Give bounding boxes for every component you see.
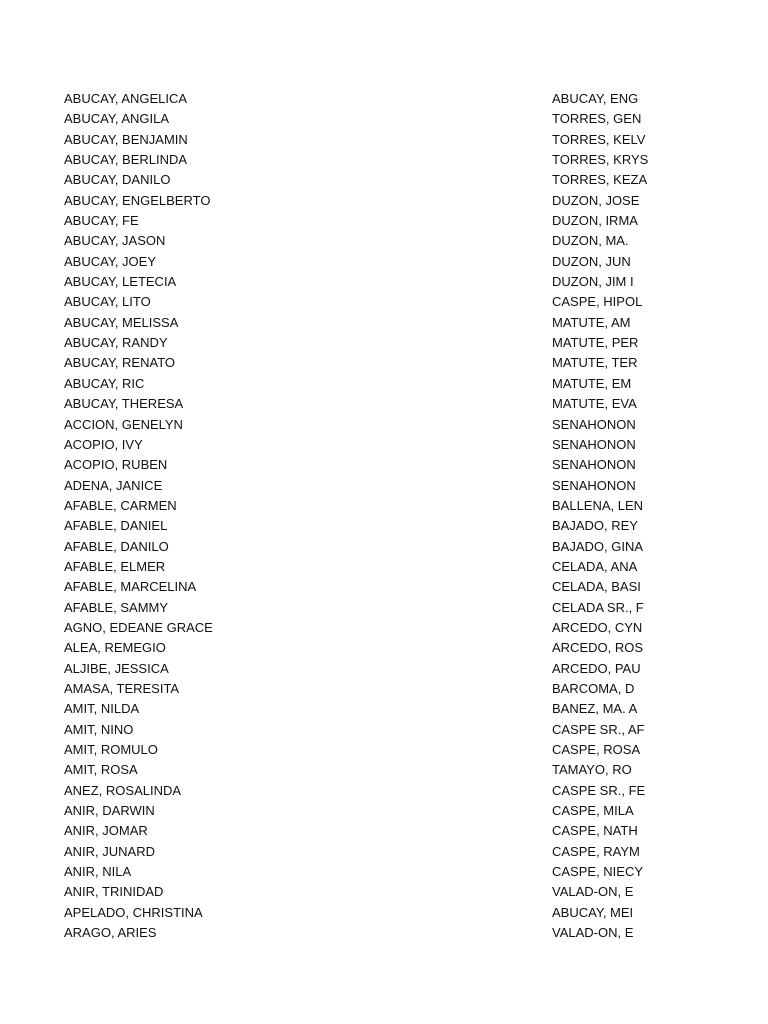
name-entry-left: ABUCAY, LETECIA: [64, 274, 177, 290]
name-entry-right: SENAHONON: [552, 436, 636, 452]
name-entry-right: ARCEDO, ROS: [552, 640, 644, 656]
name-entry-left: ABUCAY, ENGELBERTO: [64, 192, 211, 208]
name-entry-right: CASPE, ROSA: [552, 742, 641, 757]
name-entry-left: ABUCAY, JOEY: [64, 253, 156, 269]
name-entry-right: TORRES, KRYS: [552, 152, 649, 168]
name-entry-right: TORRES, GEN: [552, 111, 642, 127]
name-entry-left: AFABLE, DANILO: [64, 538, 169, 554]
name-entry-right: MATUTE, AM: [552, 314, 631, 330]
name-entry-right: BANEZ, MA. A: [552, 701, 638, 717]
name-entry-right: MATUTE, PER: [552, 335, 639, 351]
name-entry-left: AMIT, NILDA: [64, 701, 140, 717]
name-entry-right: MATUTE, EVA: [552, 396, 637, 412]
name-entry-left: ALJIBE, JESSICA: [64, 660, 169, 676]
name-entry-right: CASPE SR., FE: [552, 782, 646, 798]
name-entry-left: AFABLE, MARCELINA: [64, 579, 197, 595]
name-entry-right: DUZON, IRMA: [552, 213, 638, 229]
name-entry-left: AFABLE, CARMEN: [64, 497, 177, 513]
name-entry-right: TORRES, KEZA: [552, 172, 648, 188]
name-entry-left: ABUCAY, MELISSA: [64, 314, 179, 330]
name-entry-right: VALAD-ON, E: [552, 925, 634, 941]
name-entry-right: CASPE, RAYM: [552, 843, 640, 859]
name-entry-left: ARAGO, ARIES: [64, 925, 157, 941]
name-entry-left: AGNO, EDEANE GRACE: [64, 619, 213, 635]
name-entry-right: CASPE, NATH: [552, 823, 638, 839]
name-entry-right: MATUTE, TER: [552, 355, 638, 371]
name-entry-right: SENAHONON: [552, 457, 636, 473]
name-entry-left: ABUCAY, ANGELICA: [64, 91, 188, 106]
name-entry-left: AMIT, ROMULO: [64, 742, 158, 757]
name-entry-left: ABUCAY, THERESA: [64, 396, 184, 412]
name-list-right: [552, 89, 649, 943]
name-entry-left: ABUCAY, ANGILA: [64, 111, 170, 127]
name-entry-right: BAJADO, REY: [552, 518, 638, 534]
name-entry-left: AFABLE, DANIEL: [64, 518, 168, 534]
name-entry-left: ANIR, DARWIN: [64, 803, 155, 819]
name-entry-right: CASPE SR., AF: [552, 721, 645, 737]
name-entry-right: DUZON, JIM I: [552, 274, 634, 290]
name-entry-left: ABUCAY, BERLINDA: [64, 152, 188, 168]
name-entry-right: TAMAYO, RO: [552, 762, 632, 778]
name-entry-left: ACCION, GENELYN: [64, 416, 183, 432]
name-entry-right: SENAHONON: [552, 416, 636, 432]
name-entry-left: ANIR, JUNARD: [64, 843, 156, 859]
name-entry-left: AMIT, NINO: [64, 721, 134, 737]
name-entry-right: DUZON, JOSE: [552, 192, 640, 208]
name-entry-left: ABUCAY, FE: [64, 213, 139, 229]
name-entry-left: ABUCAY, DANILO: [64, 172, 171, 188]
name-entry-left: ACOPIO, RUBEN: [64, 457, 168, 473]
name-entry-left: ANIR, NILA: [64, 864, 132, 880]
name-entry-right: DUZON, JUN: [552, 253, 631, 269]
name-entry-right: ABUCAY, ENG: [552, 91, 639, 106]
name-entry-left: ANEZ, ROSALINDA: [64, 782, 182, 798]
name-entry-left: ALEA, REMEGIO: [64, 640, 166, 656]
name-entry-right: CELADA, ANA: [552, 558, 638, 574]
name-list-left: [64, 89, 364, 943]
name-entry-left: ANIR, JOMAR: [64, 823, 148, 839]
name-entry-right: CASPE, HIPOL: [552, 294, 643, 310]
name-entry-right: ARCEDO, CYN: [552, 619, 643, 635]
name-entry-right: ARCEDO, PAU: [552, 660, 641, 676]
name-entry-right: BALLENA, LEN: [552, 497, 644, 513]
name-entry-left: AFABLE, SAMMY: [64, 599, 169, 615]
name-entry-left: ACOPIO, IVY: [64, 436, 143, 452]
name-entry-left: AMASA, TERESITA: [64, 680, 180, 696]
name-entry-right: CELADA SR., F: [552, 599, 644, 615]
name-entry-left: ABUCAY, BENJAMIN: [64, 131, 188, 147]
name-entry-left: AFABLE, ELMER: [64, 558, 166, 574]
name-entry-right: TORRES, KELV: [552, 131, 646, 147]
name-entry-right: ABUCAY, MEI: [552, 904, 634, 920]
name-entry-right: VALAD-ON, E: [552, 884, 634, 900]
name-entry-left: ABUCAY, RENATO: [64, 355, 176, 371]
name-entry-right: CASPE, NIECY: [552, 864, 644, 880]
name-entry-left: ABUCAY, RIC: [64, 375, 145, 391]
name-entry-right: BAJADO, GINA: [552, 538, 644, 554]
name-entry-left: ABUCAY, JASON: [64, 233, 166, 249]
name-entry-right: CASPE, MILA: [552, 803, 634, 819]
name-entry-left: ANIR, TRINIDAD: [64, 884, 164, 900]
name-entry-right: CELADA, BASI: [552, 579, 641, 595]
name-entry-left: ABUCAY, LITO: [64, 294, 151, 310]
name-entry-right: SENAHONON: [552, 477, 636, 493]
name-entry-left: APELADO, CHRISTINA: [64, 904, 203, 920]
name-entry-left: ABUCAY, RANDY: [64, 335, 168, 351]
name-entry-right: MATUTE, EM: [552, 375, 632, 391]
name-entry-right: DUZON, MA.: [552, 233, 629, 249]
name-entry-left: ADENA, JANICE: [64, 477, 163, 493]
name-entry-left: AMIT, ROSA: [64, 762, 138, 778]
name-entry-right: BARCOMA, D: [552, 680, 635, 696]
